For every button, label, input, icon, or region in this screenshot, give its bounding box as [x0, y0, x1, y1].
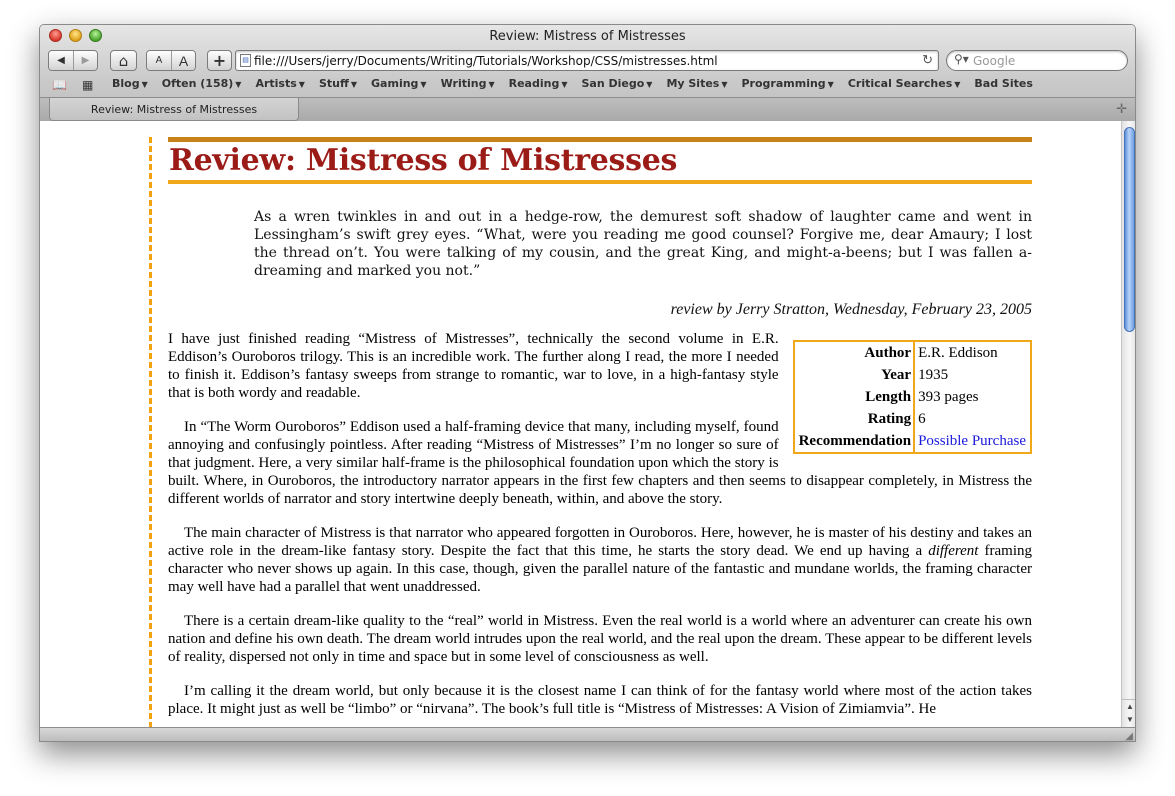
info-label: Length [794, 386, 915, 408]
text-smaller-button[interactable]: A [147, 51, 171, 70]
epigraph-quote: As a wren twinkles in and out in a hedge-row, the demurest soft shadow of laughter came and went in Lessingham’s swift grey eyes. “What, were you reading me good counsel? Forgive me, dear Amaury; I lost the thread on’t. You were talking of my cousin, and the great King, and might-a-beens; but I was fallen a-dreaming and marked you not.” [254, 209, 1032, 279]
dropdown-arrow-icon: ▼ [561, 80, 568, 89]
dropdown-arrow-icon: ▼ [488, 80, 495, 89]
file-page-icon: ▤ [240, 54, 251, 67]
bookmark-list [112, 77, 1033, 90]
title-bar [40, 25, 1135, 47]
bookmark-writing[interactable]: Writing ▼ [440, 77, 495, 90]
browser-chrome [40, 25, 1135, 121]
home-icon: ⌂ [118, 51, 129, 70]
bookmark-san-diego[interactable]: San Diego ▼ [581, 77, 653, 90]
bookmark-bad-sites[interactable]: Bad Sites [974, 77, 1033, 90]
text-larger-button[interactable]: A [171, 51, 195, 70]
forward-button[interactable] [73, 51, 97, 70]
tab-review[interactable] [49, 98, 299, 121]
bookmark-stuff[interactable]: Stuff ▼ [318, 77, 358, 90]
bookmark-artists[interactable]: Artists ▼ [255, 77, 305, 90]
dropdown-arrow-icon: ▼ [298, 80, 305, 89]
bookmark-programming[interactable]: Programming ▼ [741, 77, 834, 90]
page-title: Review: Mistress of Mistresses [169, 143, 678, 178]
new-tab-icon[interactable]: ✛ [1116, 101, 1127, 116]
info-label: Author [794, 341, 915, 364]
info-row [794, 341, 1031, 364]
paragraph-3: The main character of Mistress is that narrator who appeared forgotten in Ouroboros. Here, however, he is master of his destiny and takes an active role in the dream-like fantasy story. Despite the fact that this time, he starts the story dead. We end up having a different framing character who never shows up again. In this case, though, given the parallel nature of the fantastic and mundane worlds, the framing character may well have had a parallel that went unaddressed. [168, 525, 1032, 595]
paragraph-2: In “The Worm Ouroboros” Eddison used a half-framing device that many, including myself, found annoying and confusingly pointless. After reading “Mistress of Mistresses” I’m no longer so sure of that judgment. Here, a very similar half-frame is the philosophical foundation upon which the story is built. Where, in Ouroboros, the introductory narrator appears in the first few chapters and then seems to disappear completely, in Mistress the different worlds of narrator and story intertwine deeply beneath, within, and above the story. [168, 419, 1032, 507]
url-input[interactable] [254, 52, 904, 69]
bookmark-blog[interactable]: Blog ▼ [112, 77, 148, 90]
bookmark-gaming[interactable]: Gaming ▼ [371, 77, 427, 90]
review-body [168, 330, 1032, 718]
emphasis-text: different [928, 543, 979, 559]
search-input[interactable] [973, 52, 1123, 69]
bookmark-often-158[interactable]: Often (158) ▼ [161, 77, 242, 90]
back-arrow-icon: ◀ [57, 55, 65, 66]
paragraph-1: I have just finished reading “Mistress of Mistresses”, technically the second volume in E.R. Eddison’s Ouroboros trilogy. This is an incredible work. The further along I read, the more I needed to finish it. Eddison’s fantasy sweeps from strange to romantic, war to love, in a high-fantasy style that is both wordy and readable. [168, 331, 779, 401]
info-row [794, 430, 1031, 453]
paragraph-5: I’m calling it the dream world, but only because it is the closest name I can think of for the fantasy world where most of the action takes place. It might just as well be “limbo” or “nirvana”. The book’s full title is “Mistress of Mistresses: A Vision of Zimiamvia”. He [168, 683, 1032, 717]
info-label: Recommendation [794, 430, 915, 453]
status-bar [40, 727, 1135, 742]
back-forward-control [48, 50, 98, 71]
search-icon: ⚲▾ [954, 52, 969, 66]
dropdown-arrow-icon: ▼ [646, 80, 653, 89]
grid-icon[interactable]: ▦ [82, 78, 93, 92]
dropdown-arrow-icon: ▼ [420, 80, 427, 89]
dropdown-arrow-icon: ▼ [827, 80, 834, 89]
info-value: E.R. Eddison [918, 345, 998, 361]
info-value [914, 430, 1031, 453]
byline: review by Jerry Stratton, Wednesday, February 23, 2005 [670, 301, 1032, 318]
tab-label: Review: Mistress of Mistresses [90, 102, 258, 116]
scroll-arrows[interactable]: ▲ ▼ [1122, 699, 1136, 727]
info-value: 6 [918, 411, 926, 427]
info-row [794, 386, 1031, 408]
dropdown-arrow-icon: ▼ [350, 80, 358, 89]
title-rule-bottom [168, 180, 1032, 184]
toolbar [40, 49, 1135, 73]
forward-arrow-icon: ▶ [81, 55, 90, 66]
search-box[interactable] [946, 50, 1128, 71]
info-label: Rating [794, 408, 915, 430]
vertical-scrollbar[interactable] [1121, 121, 1136, 727]
plus-icon: + [212, 51, 227, 70]
page-viewport [40, 121, 1121, 727]
bookmarks-bar [40, 77, 1135, 94]
dropdown-arrow-icon: ▼ [954, 80, 961, 89]
info-value: 1935 [918, 367, 949, 383]
bookmark-my-sites[interactable]: My Sites ▼ [666, 77, 728, 90]
scroll-thumb[interactable] [1124, 127, 1135, 332]
add-bookmark-button[interactable] [207, 50, 232, 71]
bookmark-reading[interactable]: Reading ▼ [508, 77, 568, 90]
resize-grip-icon[interactable]: ◢ [1125, 731, 1133, 742]
reload-icon[interactable]: ↻ [922, 52, 933, 67]
info-value: 393 pages [918, 389, 979, 405]
article [168, 137, 1032, 718]
back-button[interactable] [49, 51, 73, 70]
paragraph-4: There is a certain dream-like quality to the “real” world in Mistress. Even the real world is a world where an adventurer can create his own nation and define his own death. The dream world intrudes upon the real world, and the real upon the dream. These appear to be different levels of reality, dispersed not only in time and space but in some level of consciousness as well. [168, 613, 1032, 665]
address-bar[interactable] [235, 50, 939, 71]
bookmark-critical-searches[interactable]: Critical Searches ▼ [847, 77, 961, 90]
tab-strip [40, 97, 1135, 121]
browser-window [39, 24, 1136, 742]
dropdown-arrow-icon: ▼ [721, 80, 728, 89]
home-button[interactable] [110, 50, 137, 71]
window-title: Review: Mistress of Mistresses [489, 29, 686, 44]
text-size-control [146, 50, 196, 71]
book-info-table [793, 340, 1032, 454]
recommendation-link[interactable]: Possible Purchase [918, 433, 1026, 449]
dropdown-arrow-icon: ▼ [141, 80, 148, 89]
info-row [794, 408, 1031, 430]
info-label: Year [794, 364, 915, 386]
dashed-margin-rule [149, 137, 152, 727]
open-book-icon[interactable]: 📖 [52, 78, 67, 92]
info-row [794, 364, 1031, 386]
dropdown-arrow-icon: ▼ [235, 80, 242, 89]
